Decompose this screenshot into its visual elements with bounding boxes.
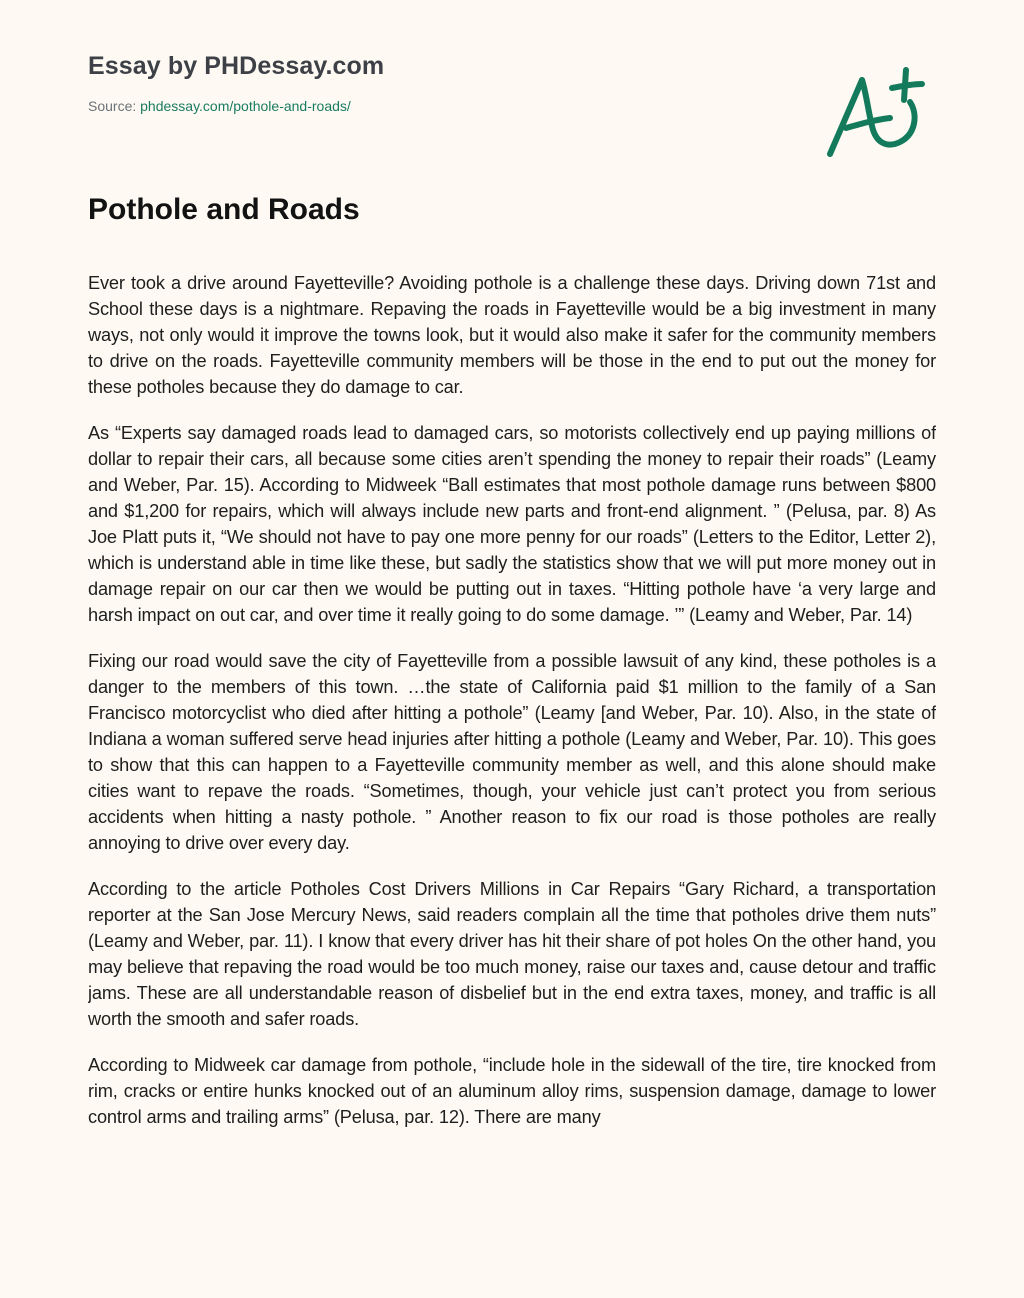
page-header bbox=[88, 48, 936, 116]
paragraph-4: According to the article Potholes Cost Drivers Millions in Car Repairs “Gary Richard, a transportation reporter at the San Jose Mercury News, said readers complain all the time that potholes drive them nuts” (Leamy and Weber, par. 11). I know that every driver has hit their share of pot holes On the other hand, you may believe that repaving the road would be too much money, raise our taxes and, cause detour and traffic jams. These are all understandable reason of disbelief but in the end extra taxes, money, and traffic is all worth the smooth and safer roads. bbox=[88, 879, 936, 1029]
paragraph-3: Fixing our road would save the city of Fayetteville from a possible lawsuit of any kind, these potholes is a danger to the members of this town. …the state of California paid $1 million to the family of a San Francisco motorcyclist who died after hitting a pothole” (Leamy [and Weber, Par. 10). Also, in the state of Indiana a woman suffered serve head injuries after hitting a pothole (Leamy and Weber, Par. 10). This goes to show that this can happen to a Fayetteville community member as well, and this alone should make cities want to repave the roads. “Sometimes, though, your vehicle just can’t protect you from serious accidents when hitting a nasty pothole. ” Another reason to fix our road is those potholes are really annoying to drive over every day. bbox=[88, 651, 936, 853]
site-title: Essay by PHDessay.com bbox=[88, 52, 385, 80]
a-plus-grade-icon bbox=[822, 62, 932, 162]
source-line bbox=[88, 96, 936, 116]
paragraph-1: Ever took a drive around Fayetteville? Avoiding pothole is a challenge these days. Driving down 71st and School these days is a nightmare. Repaving the roads in Fayetteville would be a big investment in many ways, not only would it improve the towns look, but it would also make it safer for the community members to drive on the roads. Fayetteville community members will be those in the end to put out the money for these potholes because they do damage to car. bbox=[88, 273, 936, 397]
source-link[interactable]: phdessay.com/pothole-and-roads/ bbox=[140, 98, 351, 114]
source-label: Source: bbox=[88, 98, 141, 114]
essay-body bbox=[88, 270, 936, 1252]
paragraph-5: According to Midweek car damage from pothole, “include hole in the sidewall of the tire, tire knocked from rim, cracks or entire hunks knocked out of an aluminum alloy rims, suspension damage, damage to lower control arms and trailing arms” (Pelusa, par. 12). There are many bbox=[88, 1055, 936, 1127]
document-title: Pothole and Roads bbox=[88, 193, 360, 226]
paragraph-2: As “Experts say damaged roads lead to damaged cars, so motorists collectively end up paying millions of dollar to repair their cars, all because some cities aren’t spending the money to repair their roads” (Leamy and Weber, Par. 15). According to Midweek “Ball estimates that most pothole damage runs between $800 and $1,200 for repairs, which will always include new parts and front-end alignment. ” (Pelusa, par. 8) As Joe Platt puts it, “We should not have to pay one more penny for our roads” (Letters to the Editor, Letter 2), which is understand able in time like these, but sadly the statistics show that we will put more money out in damage repair on our car then we would be putting out in taxes. “Hitting pothole have ‘a very large and harsh impact on out car, and over time it really going to do some damage. ’” (Leamy and Weber, Par. 14) bbox=[88, 423, 936, 625]
